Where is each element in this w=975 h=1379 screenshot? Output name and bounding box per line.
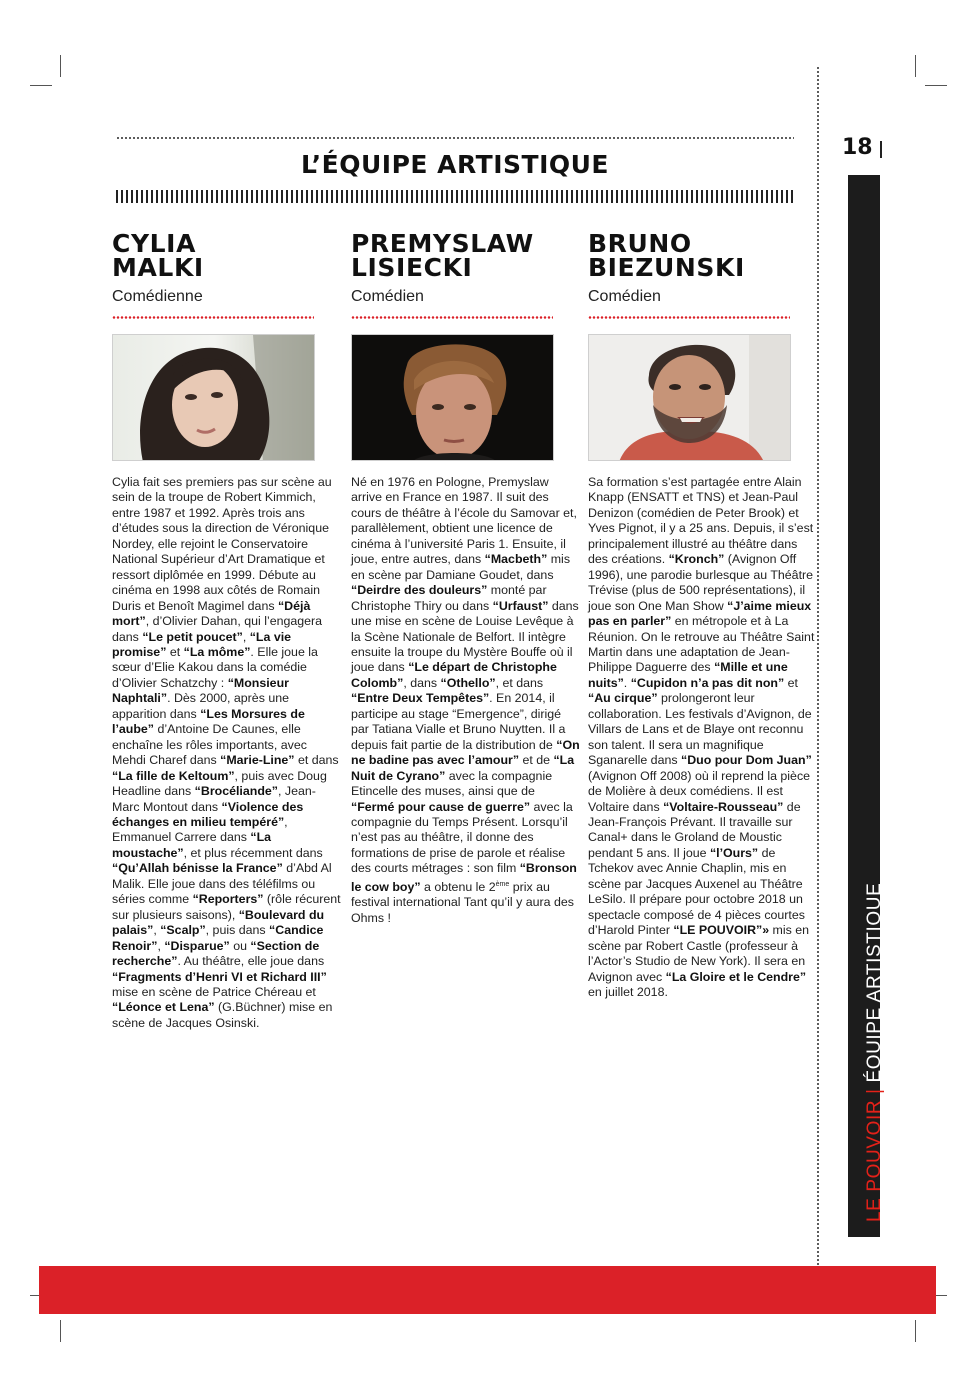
bio-text: . Au théâtre, elle joue dans bbox=[177, 954, 325, 969]
work-title: “Les Morsures de l’aube” bbox=[112, 706, 305, 737]
bio-text: Cylia fait ses premiers pas sur scène au sein de la troupe de Robert Kimmich, entre 1987 et 1992. Après trois ans d’études sous la direction de Véronique Nordey, elle rejoint le Conservatoire National Supérieur d’Art Dramatique et ressort diplômée en 1999. Débute au cinéma en 1998 aux côtés de Romain Duris et Benoît Magimel dans bbox=[112, 475, 332, 613]
side-section-label bbox=[864, 883, 886, 1222]
work-title: “Deirdre des douleurs” bbox=[351, 583, 488, 598]
work-title: “Duo pour Dom Juan” bbox=[681, 753, 812, 768]
work-title: “Reporters” bbox=[192, 892, 264, 907]
artist-role: Comédien bbox=[588, 288, 661, 305]
artist-last-name: LISIECKI bbox=[351, 253, 473, 282]
superscript: ème bbox=[495, 880, 510, 888]
work-title: “Léonce et Lena” bbox=[112, 1000, 215, 1015]
page-number: 18 bbox=[842, 135, 873, 160]
bio-text: a obtenu le 2 bbox=[420, 879, 496, 894]
work-title: “Cupidon n’a pas dit non” bbox=[630, 675, 785, 690]
bio-text: (rôle récurent sur plusieurs saisons), bbox=[112, 892, 341, 922]
bio-text: de Tchekov avec Annie Chaplin, mis en scène par Jacques Auxenel au Théâtre LeSilo. Il prépare pour octobre 2018 un spectacle composé de 4 pièces courtes d’Harold Pinter bbox=[588, 845, 805, 938]
artist-role: Comédien bbox=[351, 288, 424, 305]
bio-text: , bbox=[157, 938, 165, 953]
artist-first-name: PREMYSLAW bbox=[351, 229, 534, 258]
work-title: “Othello” bbox=[440, 675, 496, 690]
work-title: “Urfaust” bbox=[492, 598, 549, 613]
work-title: “Macbeth” bbox=[484, 552, 548, 567]
artist-bio bbox=[588, 475, 818, 1000]
bio-text: , et dans bbox=[495, 675, 544, 690]
artist-bio bbox=[351, 475, 581, 926]
artist-last-name: BIEZUNSKI bbox=[588, 253, 745, 282]
work-title: “LE POUVOIR”» bbox=[673, 923, 770, 938]
bio-text: en métropole et à La Réunion. On le retrouve au Théâtre Saint Martin dans une adaptation de Jean-Philippe Daguerre des bbox=[588, 614, 815, 675]
crop-mark bbox=[30, 85, 52, 86]
work-title: “Kronch” bbox=[668, 552, 725, 567]
portrait-photo-bruno-biezunski bbox=[588, 334, 791, 461]
bio-text: , Emmanuel Carrere dans bbox=[112, 814, 288, 845]
work-title: “La Gloire et le Cendre” bbox=[665, 969, 807, 984]
work-title: “La fille de Keltoum” bbox=[112, 768, 235, 783]
work-title: “Mille et une nuits” bbox=[588, 660, 788, 690]
crop-mark bbox=[925, 85, 947, 86]
bio-text: et dans bbox=[294, 753, 339, 768]
crop-mark bbox=[60, 55, 61, 77]
bio-text: Né en 1976 en Pologne, Premyslaw arrive en France en 1987. Il suit des cours de théâtre à l’école du Samovar et, parallèlement, obtient une licence de cinéma à l’université Paris 1. Ensuite, il joue, entre autres, dans bbox=[351, 475, 577, 567]
bio-text: d’Abd Al Malik. Elle joue dans des téléfilms ou séries comme bbox=[112, 861, 332, 907]
work-title: “Boulevard du palais” bbox=[112, 907, 325, 938]
bio-text: . Dès 2000, après une apparition dans bbox=[112, 691, 290, 721]
artist-role: Comédienne bbox=[112, 288, 203, 305]
bio-text: prix au festival international Tant qu’il y aura des Ohms ! bbox=[351, 879, 574, 925]
work-title: “Le petit poucet” bbox=[142, 629, 243, 644]
work-title: “La môme” bbox=[183, 644, 251, 659]
artist-card bbox=[588, 229, 818, 1000]
bio-text: monté par Christophe Thiry ou dans bbox=[351, 583, 547, 613]
work-title: “Marie-Line” bbox=[220, 753, 295, 768]
work-title: “Candice Renoir” bbox=[112, 923, 324, 953]
work-title: “Au cirque” bbox=[588, 691, 658, 706]
bio-text: . En 2014, il participe au stage “Emergence”, dirigé par Tatiana Vialle et Bruno Nuytten. Il a depuis fait partie de la distribution de bbox=[351, 691, 566, 752]
bio-text: avec la compagnie du Temps Présent. Lorsqu’il n’est pas au théâtre, il donne des formations de prise de parole et réalise des courts métrages : son film bbox=[351, 799, 573, 876]
work-title: “On ne badine pas avec l’amour” bbox=[351, 737, 580, 768]
bio-text: , puis dans bbox=[205, 923, 270, 938]
page-number-bar bbox=[880, 141, 882, 158]
work-title: “Brocéliande” bbox=[194, 784, 278, 799]
bio-text: (G.Büchner) mise en scène de Jacques Osinski. bbox=[112, 1000, 333, 1030]
bio-text: prolongeront leur collaboration. Les festivals d’Avignon, de Villars de Lans et de Blaye ont reconnu son talent. Il sera un magnifique Sganarelle dans bbox=[588, 691, 812, 768]
work-title: “Fermé pour cause de guerre” bbox=[351, 799, 531, 814]
work-title: “Violence des échanges en milieu tempéré” bbox=[112, 799, 304, 829]
work-title: “Monsieur Naphtali” bbox=[112, 675, 289, 706]
bio-text: . Elle joue la sœur d’Elie Kakou dans la comédie d’Olivier Schatzchy : bbox=[112, 644, 318, 690]
work-title: “La moustache” bbox=[112, 830, 272, 860]
bio-text: ou bbox=[229, 938, 251, 953]
bio-text: , bbox=[242, 629, 250, 644]
bottom-red-band bbox=[39, 1266, 936, 1314]
bio-text: Sa formation s’est partagée entre Alain Knapp (ENSATT et TNS) et Jean-Paul Denizon (comédien de Peter Brook) et Yves Pignot, il y a 25 ans. Depuis, il s’est principalement illustré au théâtre dans des créations. bbox=[588, 475, 814, 567]
work-title: “Bronson le cow boy” bbox=[351, 861, 577, 894]
bio-text: d’Antoine De Caunes, elle enchaîne les rôles importants, avec Mehdi Charef dans bbox=[112, 722, 307, 768]
work-title: “La Nuit de Cyrano” bbox=[351, 753, 575, 783]
bio-text: . bbox=[623, 675, 631, 690]
artist-card bbox=[351, 229, 581, 926]
page-title: L’ÉQUIPE ARTISTIQUE bbox=[300, 150, 610, 179]
bio-text: (Avignon Off 1996), une parodie burlesque au Théâtre Trévise (plus de 500 représentations), il joue son One Man Show bbox=[588, 552, 814, 613]
bio-text: , bbox=[153, 923, 161, 938]
bio-text: , et plus récemment dans bbox=[183, 845, 323, 860]
artist-bio bbox=[112, 475, 342, 1031]
work-title: “Entre Deux Tempêtes” bbox=[351, 691, 490, 706]
bio-text: et bbox=[784, 675, 798, 690]
top-dotted-rule bbox=[116, 137, 794, 139]
crop-mark bbox=[60, 1320, 61, 1342]
work-title: “Qu’Allah bénisse la France” bbox=[112, 861, 283, 876]
work-title: “Fragments d’Henri VI et Richard III” bbox=[112, 969, 327, 984]
work-title: “Disparue” bbox=[164, 938, 230, 953]
red-dotted-rule bbox=[112, 316, 314, 319]
bio-text: mise en scène de Patrice Chéreau et bbox=[112, 984, 316, 999]
bio-text: avec la compagnie Etincelle des muses, ainsi que de bbox=[351, 768, 553, 799]
red-dotted-rule bbox=[588, 316, 790, 319]
bio-text: , Jean-Marc Montout dans bbox=[112, 784, 316, 814]
side-section-title: ÉQUIPE ARTISTIQUE bbox=[864, 882, 885, 1083]
work-title: “Voltaire-Rousseau” bbox=[663, 799, 784, 814]
bio-text: mis en scène par Robert Castle (professeur à l’Actor’s Studio de New York). Il sera en Avignon avec bbox=[588, 923, 810, 984]
bio-text: , dans bbox=[403, 675, 441, 690]
bio-text: dans une mise en scène de Louise Levêque à la Scène Nationale de Belfort. Il intègre ensuite la troupe du Mystère Bouffe où il joue dans bbox=[351, 598, 579, 675]
artist-first-name: CYLIA bbox=[112, 229, 197, 258]
bio-text: en juillet 2018. bbox=[588, 984, 668, 999]
artist-name bbox=[351, 229, 581, 282]
bio-text: et de bbox=[519, 753, 554, 768]
bio-text: , puis avec Doug Headline dans bbox=[112, 768, 327, 799]
work-title: “Section de recherche” bbox=[112, 938, 320, 969]
portrait-photo-premyslaw-lisiecki bbox=[351, 334, 554, 461]
work-title: “Déjà mort” bbox=[112, 598, 311, 629]
artist-last-name: MALKI bbox=[112, 253, 204, 282]
title-bar-rule bbox=[116, 190, 794, 203]
work-title: “Scalp” bbox=[160, 923, 206, 938]
crop-mark bbox=[915, 1320, 916, 1342]
portrait-photo-cylia-malki bbox=[112, 334, 315, 461]
bio-text: et bbox=[166, 644, 184, 659]
artist-card bbox=[112, 229, 342, 1031]
work-title: “La vie promise” bbox=[112, 629, 292, 659]
work-title: “l’Ours” bbox=[709, 845, 759, 860]
artist-name bbox=[112, 229, 342, 282]
side-show-title: LE POUVOIR bbox=[864, 1099, 885, 1222]
bio-text: (Avignon Off 2008) où il reprend la pièce de Molière à deux comédiens. Il est Voltaire dans bbox=[588, 768, 811, 814]
bio-text: de Jean-François Prévant. Il travaille sur Canal+ dans le Groland de Moustic pendant 5 ans. Il joue bbox=[588, 799, 801, 860]
crop-mark bbox=[915, 55, 916, 77]
work-title: “Le départ de Christophe Colomb” bbox=[351, 660, 557, 690]
side-separator: | bbox=[864, 1082, 885, 1100]
bio-text: mis en scène par Damiane Goudet, dans bbox=[351, 552, 571, 582]
bio-text: , d’Olivier Dahan, qui l’engagera dans bbox=[112, 614, 323, 644]
work-title: “J’aime mieux pas en parler” bbox=[588, 598, 812, 629]
artist-first-name: BRUNO bbox=[588, 229, 692, 258]
red-dotted-rule bbox=[351, 316, 553, 319]
artist-name bbox=[588, 229, 818, 282]
